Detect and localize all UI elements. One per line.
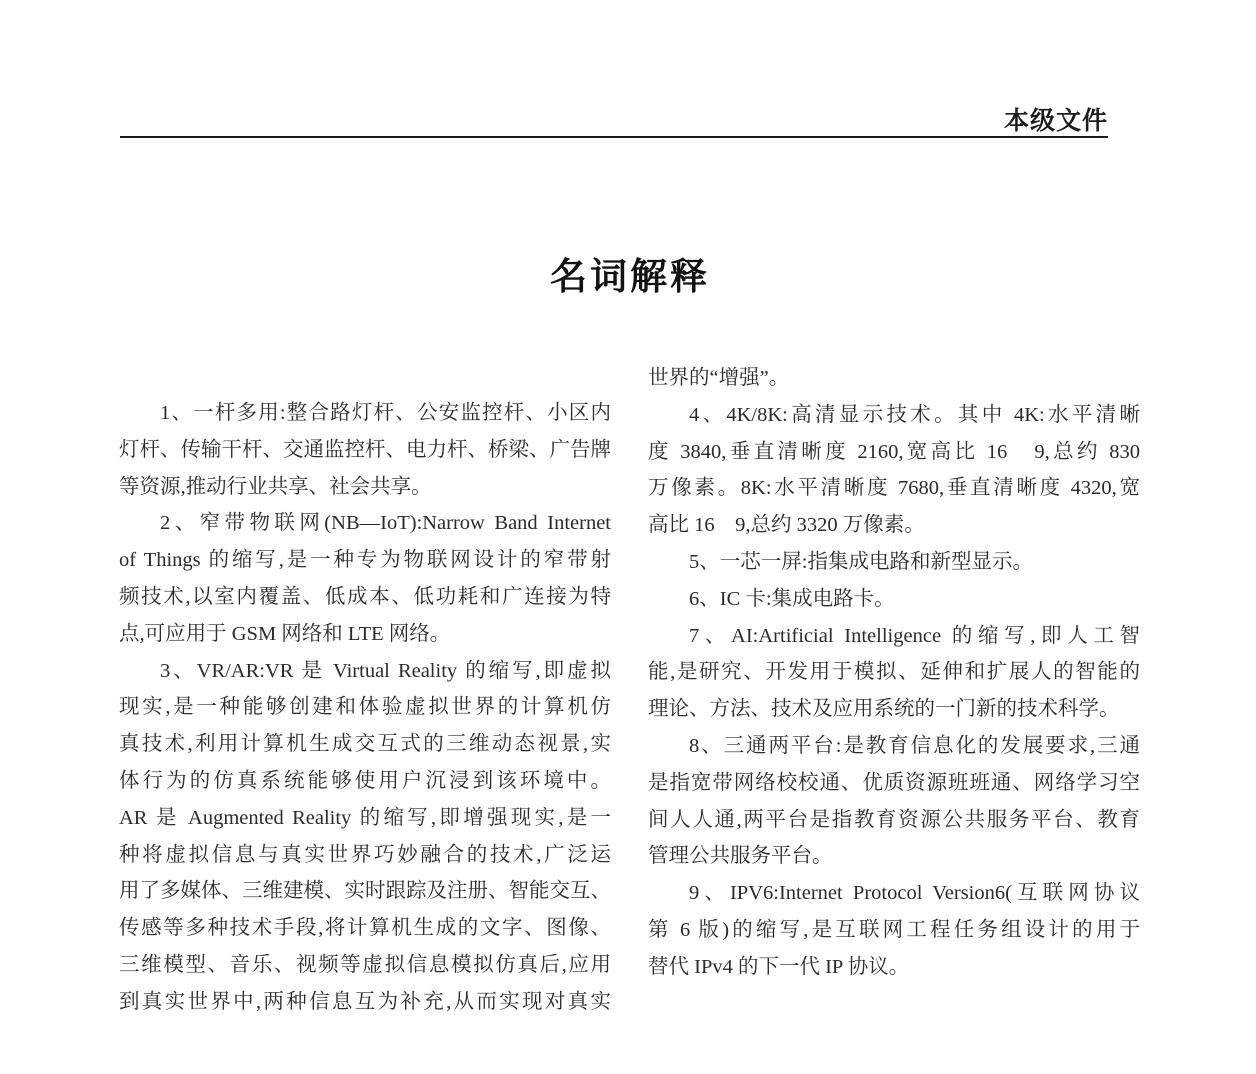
text-line: 高比 16 9,总约 3320 万像素。 xyxy=(648,514,925,537)
text-line: 能,是研究、开发用于模拟、延伸和扩展人的智能的 xyxy=(648,661,1140,684)
text-line: 8、三通两平台:是教育信息化的发展要求,三通 xyxy=(689,734,1140,757)
text-line: 4、4K/8K:高清显示技术。其中 4K:水平清晰 xyxy=(689,403,1140,426)
text-line: 第 6 版)的缩写,是互联网工程任务组设计的用于 xyxy=(648,918,1140,941)
header-rule xyxy=(120,136,1108,138)
text-line: 种将虚拟信息与真实世界巧妙融合的技术,广泛运 xyxy=(119,843,611,866)
text-line: 6、IC 卡:集成电路卡。 xyxy=(689,587,895,610)
text-line: 灯杆、传输干杆、交通监控杆、电力杆、桥梁、广告牌 xyxy=(119,438,611,461)
text-line: 9、IPV6:Internet Protocol Version6(互联网协议 xyxy=(689,882,1140,905)
text-line: of Things 的缩写,是一种专为物联网设计的窄带射 xyxy=(119,549,611,572)
header-label: 本级文件 xyxy=(1003,106,1108,135)
text-line: 等资源,推动行业共享、社会共享。 xyxy=(119,475,432,498)
text-line: 三维模型、音乐、视频等虚拟信息模拟仿真后,应用 xyxy=(119,953,611,976)
text-line: 管理公共服务平台。 xyxy=(648,845,833,868)
text-line: 2、窄带物联网(NB—IoT):Narrow Band Internet xyxy=(160,512,611,535)
text-line: 是指宽带网络校校通、优质资源班班通、网络学习空 xyxy=(648,771,1140,794)
text-column-right xyxy=(648,360,1140,986)
text-column-left xyxy=(119,395,611,1021)
text-line: 7、AI:Artificial Intelligence 的缩写,即人工智 xyxy=(689,624,1140,647)
text-line: 点,可应用于 GSM 网络和 LTE 网络。 xyxy=(119,622,451,645)
text-line: 传感等多种技术手段,将计算机生成的文字、图像、 xyxy=(119,917,611,940)
text-line: 间人人通,两平台是指教育资源公共服务平台、教育 xyxy=(648,808,1140,831)
text-line: 万像素。8K:水平清晰度 7680,垂直清晰度 4320,宽 xyxy=(648,477,1140,500)
text-line: 5、一芯一屏:指集成电路和新型显示。 xyxy=(689,550,1033,573)
text-line: 真技术,利用计算机生成交互式的三维动态视景,实 xyxy=(119,733,611,756)
text-line: 3、VR/AR:VR 是 Virtual Reality 的缩写,即虚拟 xyxy=(160,659,611,682)
text-line: 替代 IPv4 的下一代 IP 协议。 xyxy=(648,955,910,978)
text-line: 用了多媒体、三维建模、实时跟踪及注册、智能交互、 xyxy=(119,880,611,903)
text-line: 理论、方法、技术及应用系统的一门新的技术科学。 xyxy=(648,698,1120,721)
page-title: 名词解释 xyxy=(550,257,710,298)
text-line: 1、一杆多用:整合路灯杆、公安监控杆、小区内 xyxy=(160,402,611,424)
text-line: 度 3840,垂直清晰度 2160,宽高比 16 9,总约 830 xyxy=(648,440,1140,463)
text-line: AR 是 Augmented Reality 的缩写,即增强现实,是一 xyxy=(119,806,611,829)
text-line: 世界的“增强”。 xyxy=(648,367,790,389)
text-line: 体行为的仿真系统能够使用户沉浸到该环境中。 xyxy=(119,769,611,792)
text-line: 频技术,以室内覆盖、低成本、低功耗和广连接为特 xyxy=(119,585,611,608)
text-line: 现实,是一种能够创建和体验虚拟世界的计算机仿 xyxy=(119,696,611,719)
text-line: 到真实世界中,两种信息互为补充,从而实现对真实 xyxy=(119,990,611,1013)
